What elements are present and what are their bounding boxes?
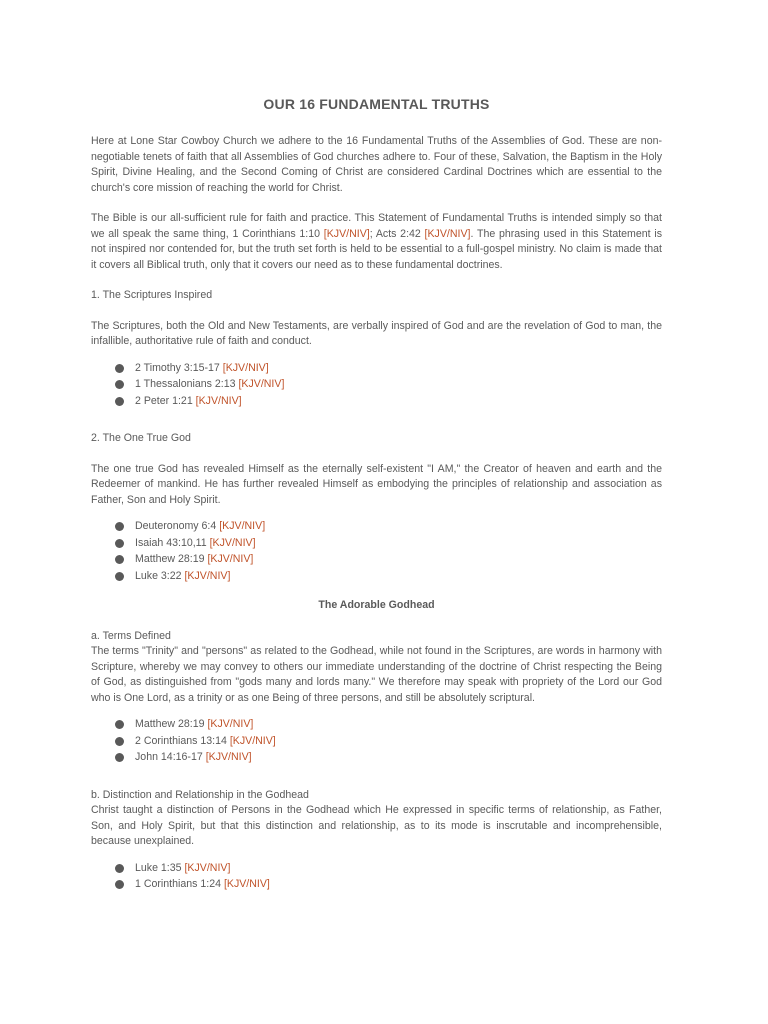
subsection-heading-godhead: The Adorable Godhead (318, 599, 435, 611)
list-item (115, 360, 662, 377)
kjv-niv-link[interactable]: [KJV/NIV] (184, 569, 231, 582)
list-item (115, 376, 662, 393)
bible-text-3: . The phrasing used in this Statement is not inspired nor contended for, but the truth set forth is held to be essential to a full-gospel ministry. No claim is made that it covers all Biblical truth, only that it covers our need as to these fundamental doctrines. (91, 227, 662, 271)
bullet-icon (115, 753, 124, 762)
list-item (115, 568, 662, 585)
kjv-niv-link[interactable]: [KJV/NIV] (223, 878, 270, 890)
list-item (115, 551, 662, 568)
reference-text: Deuteronomy 6:4 (135, 520, 220, 532)
kjv-niv-link[interactable]: [KJV/NIV] (207, 553, 254, 565)
bullet-icon (115, 864, 124, 873)
reference-text: Matthew 28:19 (135, 553, 208, 565)
sub-heading-terms-defined: a. Terms Defined (91, 629, 171, 642)
kjv-niv-link[interactable]: [KJV/NIV] (195, 394, 242, 407)
reference-text: John 14:16-17 (135, 751, 206, 763)
bullet-icon (115, 380, 124, 389)
section-heading-scriptures: 1. The Scriptures Inspired (91, 289, 213, 301)
list-item (115, 393, 662, 410)
kjv-niv-link[interactable]: [KJV/NIV] (238, 378, 285, 390)
bullet-icon (115, 720, 124, 729)
kjv-niv-link[interactable]: [KJV/NIV] (207, 718, 254, 730)
list-item (115, 733, 662, 750)
list-item (115, 518, 662, 535)
reference-text: Luke 3:22 (135, 569, 185, 582)
reference-text: Luke 1:35 (135, 861, 185, 874)
reference-text: 2 Corinthians 13:14 (135, 734, 230, 747)
bullet-icon (115, 539, 124, 548)
bullet-icon (115, 364, 124, 373)
bullet-icon (115, 880, 124, 889)
list-item (115, 535, 662, 552)
kjv-niv-link[interactable]: [KJV/NIV] (229, 734, 276, 747)
text-distinction: Christ taught a distinction of Persons in the Godhead which He expressed in specific terms of relationship, as Father, Son, and Holy Spirit, but that this distinction and relationship, as to its mode is inscrutable and incomprehensible, because unexplained. (91, 804, 662, 847)
reference-list-one-true-god (91, 518, 662, 584)
kjv-niv-link[interactable]: [KJV/NIV] (219, 520, 266, 532)
bullet-icon (115, 522, 124, 531)
list-item (115, 876, 662, 893)
section-text-one-true-god: The one true God has revealed Himself as the eternally self-existent "I AM," the Creator of heaven and earth and the Redeemer of mankind. He has further revealed Himself as embodying the principles of relationship and association as Father, Son and Holy Spirit. (91, 462, 662, 506)
reference-text: 1 Thessalonians 2:13 (135, 378, 239, 390)
kjv-niv-link[interactable]: [KJV/NIV] (424, 227, 471, 240)
reference-list-distinction (91, 860, 662, 893)
kjv-niv-link[interactable]: [KJV/NIV] (323, 227, 370, 240)
kjv-niv-link[interactable]: [KJV/NIV] (205, 751, 252, 763)
list-item (115, 749, 662, 766)
text-terms-defined: The terms "Trinity" and "persons" as related to the Godhead, while not found in the Scriptures, are words in harmony with Scripture, whereby we may convey to others our immediate understanding of the doctrine of Christ respecting the Being of God, as distinguished from "gods many and lords many." We therefore may speak with propriety of the Lord our God who is One Lord, as a trinity or as one Being of three persons, and still be absolutely scriptural. (91, 645, 662, 704)
section-text-scriptures: The Scriptures, both the Old and New Testaments, are verbally inspired of God and are the revelation of God to man, the infallible, authoritative rule of faith and conduct. (91, 319, 662, 347)
bullet-icon (115, 555, 124, 564)
list-item (115, 860, 662, 877)
reference-text: 1 Corinthians 1:24 (135, 878, 224, 890)
page-title: OUR 16 FUNDAMENTAL TRUTHS (263, 96, 490, 112)
kjv-niv-link[interactable]: [KJV/NIV] (222, 361, 269, 374)
list-item (115, 716, 662, 733)
reference-text: Matthew 28:19 (135, 718, 208, 730)
reference-text: 2 Peter 1:21 (135, 394, 196, 407)
reference-text: Isaiah 43:10,11 (135, 536, 210, 549)
bible-text-2: ; Acts 2:42 (369, 227, 425, 240)
bullet-icon (115, 737, 124, 746)
bible-text-1: The Bible is our all-sufficient rule for faith and practice. This Statement of Fundamental Truths is intended simply so that we all speak the same thing, 1 Corinthians 1:10 (91, 212, 662, 240)
bullet-icon (115, 572, 124, 581)
section-heading-one-true-god: 2. The One True God (91, 432, 191, 444)
reference-text: 2 Timothy 3:15-17 (135, 361, 223, 374)
sub-heading-distinction: b. Distinction and Relationship in the Godhead (91, 788, 309, 801)
intro-paragraph: Here at Lone Star Cowboy Church we adhere to the 16 Fundamental Truths of the Assemblies of God. These are non-negotiable tenets of faith that all Assemblies of God churches adhere to. Four of these, Salvation, the Baptism in the Holy Spirit, Divine Healing, and the Second Coming of Christ are considered Cardinal Doctrines which are essential to the church's core mission of reaching the world for Christ. (91, 135, 662, 194)
bible-paragraph (91, 211, 662, 273)
kjv-niv-link[interactable]: [KJV/NIV] (209, 536, 256, 549)
kjv-niv-link[interactable]: [KJV/NIV] (184, 861, 231, 874)
reference-list-terms-defined (91, 716, 662, 766)
bullet-icon (115, 397, 124, 406)
reference-list-scriptures (91, 360, 662, 410)
